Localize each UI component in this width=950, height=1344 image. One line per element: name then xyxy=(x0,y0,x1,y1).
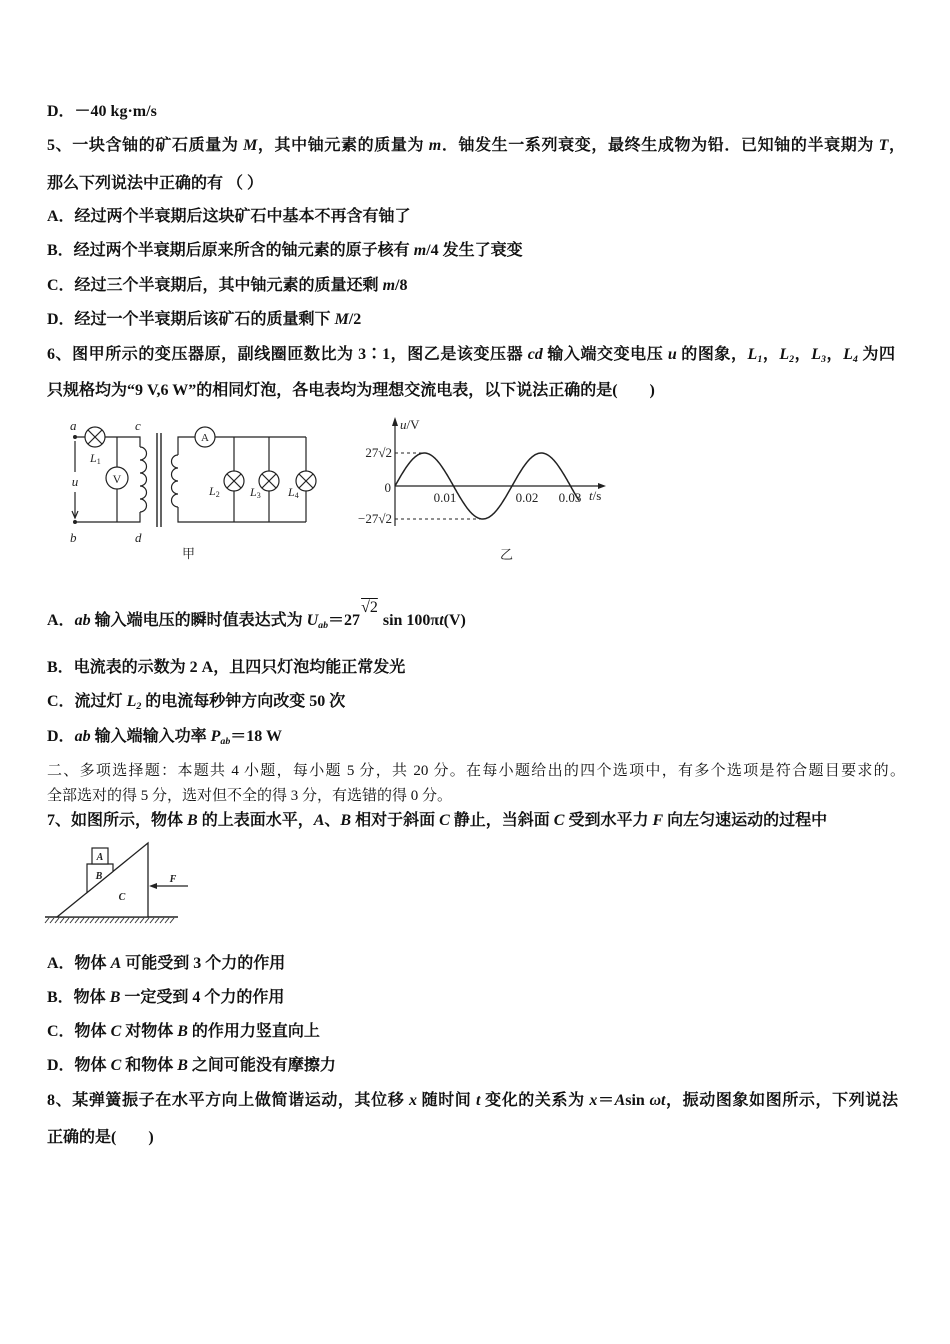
hatch-mark xyxy=(170,918,174,923)
text-run: 的作用力竖直向上 xyxy=(187,1023,320,1040)
hatch-mark xyxy=(95,918,99,923)
hatch-mark xyxy=(145,918,149,923)
hatch-mark xyxy=(150,918,154,923)
text-run: D． xyxy=(47,728,75,745)
text-run: C．物体 xyxy=(47,1023,111,1040)
subscript: 1 xyxy=(757,353,763,365)
text-run: D．物体 xyxy=(47,1057,111,1074)
math-variable: B xyxy=(109,989,121,1006)
math-variable: F xyxy=(652,812,664,829)
figure-jia-transformer-circuit xyxy=(70,418,316,561)
subscript: 3 xyxy=(821,353,826,365)
hatch-mark xyxy=(80,918,84,923)
math-variable: A xyxy=(110,955,122,972)
q6-option-d xyxy=(47,727,282,752)
q7-option-d xyxy=(47,1056,336,1076)
section2-instructions-line-2 xyxy=(47,786,452,806)
origin-label: 0 xyxy=(384,480,391,495)
math-variable: A xyxy=(614,1092,626,1109)
text-run: 随时间 xyxy=(416,1092,477,1109)
math-variable: u xyxy=(667,346,677,363)
math-variable: L xyxy=(811,346,822,363)
q6-option-a xyxy=(47,599,466,636)
hatch-mark xyxy=(165,918,169,923)
hatch-mark xyxy=(160,918,164,923)
text-run: 的电流每秒钟方向改变 50 次 xyxy=(141,693,346,710)
figure-yi-voltage-graph xyxy=(358,417,606,562)
q7-option-c xyxy=(47,1022,320,1042)
y-max-label: 27√2 xyxy=(365,445,392,460)
q7-option-a xyxy=(47,954,285,974)
q6-stem-line-1 xyxy=(47,345,895,370)
text-run: ， xyxy=(888,137,905,154)
lamp-l2-icon xyxy=(224,471,244,491)
block-b-label: B xyxy=(95,871,103,882)
hatch-mark xyxy=(125,918,129,923)
math-variable: M xyxy=(243,137,258,154)
hatch-mark xyxy=(105,918,109,923)
q6-figures xyxy=(45,410,625,575)
math-variable: t xyxy=(439,612,444,629)
text-run: ．铀发生一系列衰变，最终生成物为铅．已知铀的半衰期为 xyxy=(441,137,879,154)
lamp-l4-icon xyxy=(296,471,316,491)
force-arrow-icon xyxy=(149,883,157,889)
text-run: 5、一块含铀的矿石质量为 xyxy=(47,137,244,154)
hatch-mark xyxy=(50,918,54,923)
terminal-d-label: d xyxy=(135,530,142,545)
text-run: 全部选对的得 5 分，选对但不全的得 3 分，有选错的得 0 分。 xyxy=(47,788,453,804)
voltage-u-label: u xyxy=(71,474,79,489)
q6-option-c xyxy=(47,692,345,717)
text-run: 6、图甲所示的变压器原，副线圈匝数比为 3∶1，图乙是该变压器 xyxy=(47,346,528,363)
math-variable: L xyxy=(747,346,758,363)
terminal-c-label: c xyxy=(135,418,141,433)
math-variable: B xyxy=(177,1023,188,1040)
text-run: B．电流表的示数为 2 A，且四只灯泡均能正常发光 xyxy=(47,659,406,676)
terminal-a-dot xyxy=(73,435,77,439)
q5-stem-line-2 xyxy=(47,174,263,194)
text-run: 输入端电压的瞬时值表达式为 xyxy=(90,612,307,629)
section2-instructions-line-1 xyxy=(47,761,905,781)
math-variable: ab xyxy=(74,728,91,745)
text-run: 的图象， xyxy=(676,346,748,363)
text-run: A． xyxy=(47,612,75,629)
subscript: ab xyxy=(220,735,231,747)
figure-yi-caption: 乙 xyxy=(500,547,514,562)
math-variable: A xyxy=(313,812,325,829)
graph-axes xyxy=(395,423,600,526)
text-run: 受到水平力 xyxy=(564,812,653,829)
hatch-mark xyxy=(85,918,89,923)
math-variable: C xyxy=(110,1057,122,1074)
text-run: 一定受到 4 个力的作用 xyxy=(120,989,285,1006)
math-variable: C xyxy=(110,1023,122,1040)
hatch-mark xyxy=(70,918,74,923)
text-run: ， xyxy=(794,346,812,363)
text-run: 输入端交变电压 xyxy=(542,346,668,363)
text-run: ，振动图象如图所示，下列说法 xyxy=(665,1092,898,1109)
subscript: 4 xyxy=(852,353,858,365)
hatch-mark xyxy=(140,918,144,923)
lamp-l1-icon xyxy=(85,427,105,447)
hatch-mark xyxy=(135,918,139,923)
text-run: 静止，当斜面 xyxy=(449,812,554,829)
ground-hatching xyxy=(45,918,174,923)
math-variable: m xyxy=(428,137,442,154)
text-run: /2 xyxy=(348,311,362,328)
math-variable: m xyxy=(382,277,396,294)
text-run: 的上表面水平， xyxy=(197,812,314,829)
terminal-b-label: b xyxy=(70,530,77,545)
x-axis-label: t/s xyxy=(589,488,602,503)
math-variable: m xyxy=(413,242,427,259)
q6-option-b xyxy=(47,658,405,678)
lamp-l2-label: L2 xyxy=(209,484,220,499)
math-variable: t xyxy=(476,1092,481,1109)
q8-stem-line-2 xyxy=(47,1128,154,1148)
text-run: D．经过一个半衰期后该矿石的质量剩下 xyxy=(47,311,335,328)
q5-stem-line-1 xyxy=(47,136,905,156)
text-run: 变化的关系为 xyxy=(480,1092,590,1109)
primary-coil xyxy=(140,447,147,512)
hatch-mark xyxy=(65,918,69,923)
lamp-l4-label: L4 xyxy=(288,485,299,500)
text-run: ＝27 xyxy=(328,612,361,629)
text-run: A．经过两个半衰期后这块矿石中基本不再含有铀了 xyxy=(47,208,411,225)
text-run: /4 发生了衰变 xyxy=(426,242,523,259)
math-variable: x xyxy=(408,1092,417,1109)
q8-stem-line-1 xyxy=(47,1091,898,1111)
q5-option-c xyxy=(47,276,407,296)
q5-option-b xyxy=(47,241,523,261)
hatch-mark xyxy=(130,918,134,923)
text-run: 输入端输入功率 xyxy=(90,728,211,745)
subscript: 2 xyxy=(136,700,142,712)
math-variable: L xyxy=(843,346,853,363)
text-run: sin xyxy=(625,1092,650,1109)
incline-c-label: C xyxy=(118,892,126,903)
math-variable: L xyxy=(126,693,137,710)
text-run: B．物体 xyxy=(47,989,110,1006)
y-min-label: −27√2 xyxy=(358,511,392,526)
q7-stem xyxy=(47,811,827,831)
text-run: 只规格均为“9 V,6 W”的相同灯泡，各电表均为理想交流电表，以下说法正确的是( ) xyxy=(47,382,655,399)
text-run: 之间可能没有摩擦力 xyxy=(187,1057,336,1074)
text-run: (V) xyxy=(443,612,466,629)
hatch-mark xyxy=(155,918,159,923)
x-tick-label: 0.01 xyxy=(433,490,457,505)
x-tick-label: 0.02 xyxy=(515,490,539,505)
subscript: 2 xyxy=(789,353,795,365)
text-run: C．流过灯 xyxy=(47,693,127,710)
subscript: ab xyxy=(318,619,329,631)
superscript: √2 xyxy=(361,599,378,617)
text-run: 、 xyxy=(324,812,341,829)
hatch-mark xyxy=(75,918,79,923)
math-variable: B xyxy=(340,812,352,829)
text-run: ，其中铀元素的质量为 xyxy=(257,137,429,154)
text-run: 向左匀速运动的过程中 xyxy=(663,812,828,829)
hatch-mark xyxy=(100,918,104,923)
text-run: 那么下列说法中正确的有 （ ） xyxy=(47,175,264,192)
math-variable: L xyxy=(779,346,790,363)
y-axis-arrow-icon xyxy=(392,417,398,426)
math-variable: U xyxy=(306,612,319,629)
voltmeter-label: V xyxy=(112,472,122,486)
y-axis-label: u/V xyxy=(400,417,420,432)
q7-incline-figure xyxy=(40,838,200,930)
math-variable: ab xyxy=(74,612,91,629)
hatch-mark xyxy=(90,918,94,923)
force-f-label: F xyxy=(169,874,177,885)
text-run: ＝ xyxy=(597,1092,615,1109)
hatch-mark xyxy=(115,918,119,923)
text-run: 二、多项选择题：本题共 4 小题，每小题 5 分，共 20 分。在每小题给出的四个选项中，有多个选项是符合题目要求的。 xyxy=(47,763,905,779)
math-variable: C xyxy=(439,812,450,829)
block-a-label: A xyxy=(96,852,104,863)
terminal-b-dot xyxy=(73,520,77,524)
math-variable: M xyxy=(334,311,349,328)
transformer-core xyxy=(157,433,161,527)
math-variable: P xyxy=(210,728,221,745)
math-variable: B xyxy=(187,812,198,829)
lamp-l1-label: L1 xyxy=(90,451,101,466)
text-run: 7、如图所示，物体 xyxy=(47,812,188,829)
text-run: ， xyxy=(825,346,844,363)
math-variable: cd xyxy=(527,346,543,363)
x-tick-label: 0.03 xyxy=(558,490,582,505)
text-run: /8 xyxy=(395,277,408,294)
math-variable: B xyxy=(177,1057,188,1074)
math-variable: C xyxy=(553,812,565,829)
hatch-mark xyxy=(120,918,124,923)
q5-option-a xyxy=(47,207,411,227)
text-run: 和物体 xyxy=(121,1057,178,1074)
q4-option-d xyxy=(47,102,157,122)
text-run: C．经过三个半衰期后，其中铀元素的质量还剩 xyxy=(47,277,383,294)
math-variable: ωt xyxy=(649,1092,666,1109)
hatch-mark xyxy=(55,918,59,923)
figure-jia-caption: 甲 xyxy=(182,546,196,561)
math-variable: x xyxy=(589,1092,598,1109)
text-run: B．经过两个半衰期后原来所含的铀元素的原子核有 xyxy=(47,242,414,259)
text-run: ， xyxy=(762,346,780,363)
q6-stem-line-2 xyxy=(47,381,655,401)
lamp-l3-icon xyxy=(259,471,279,491)
text-run: A．物体 xyxy=(47,955,111,972)
hatch-mark xyxy=(45,918,49,923)
text-run: sin 100π xyxy=(378,612,440,629)
q7-option-b xyxy=(47,988,284,1008)
text-run: 正确的是( ) xyxy=(47,1129,154,1146)
text-run: D．－40 kg·m/s xyxy=(47,103,157,120)
hatch-mark xyxy=(60,918,64,923)
text-run: 对物体 xyxy=(121,1023,178,1040)
text-run: 为四 xyxy=(857,346,895,363)
text-run: 8、某弹簧振子在水平方向上做简谐运动，其位移 xyxy=(47,1092,409,1109)
text-run: 相对于斜面 xyxy=(351,812,440,829)
q5-option-d xyxy=(47,310,361,330)
math-variable: T xyxy=(878,137,889,154)
text-run: 可能受到 3 个力的作用 xyxy=(121,955,286,972)
text-run: ＝18 W xyxy=(230,728,282,745)
terminal-a-label: a xyxy=(70,418,77,433)
ammeter-label: A xyxy=(201,432,209,444)
hatch-mark xyxy=(110,918,114,923)
secondary-coil xyxy=(172,455,178,507)
lamp-l3-label: L3 xyxy=(250,485,261,500)
